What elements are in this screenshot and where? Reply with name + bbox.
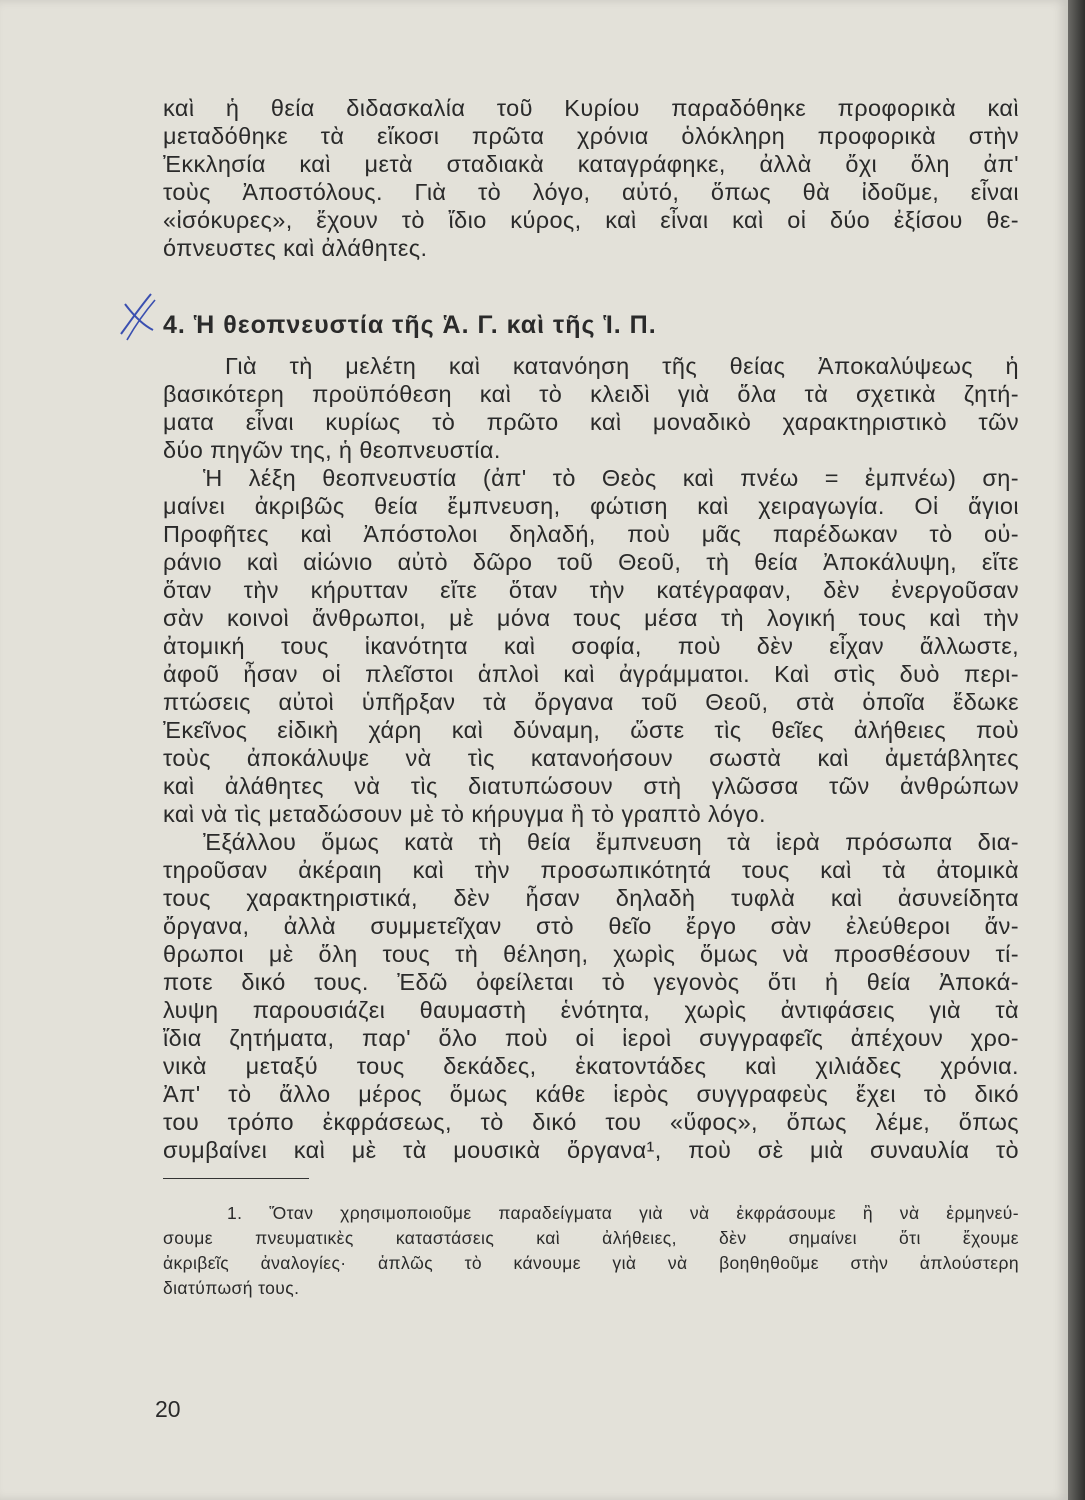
footnote-line: διατύπωσή τους.: [163, 1278, 300, 1298]
text-line: Ἀπ' τὸ ἄλλο μέρος ὅμως κάθε ἱερὸς συγγραφεὺς ἔχει τὸ δικό: [163, 1081, 1019, 1107]
text-line: τους χαρακτηριστικά, δὲν ἦσαν δηλαδὴ τυφλὰ καὶ ἀσυνείδητα: [163, 885, 1019, 911]
footnote-divider: [163, 1178, 309, 1179]
footnote-line: 1. Ὅταν χρησιμοποιοῦμε παραδείγματα γιὰ νὰ ἐκφράσουμε ἢ νὰ ἑρμηνεύ-: [227, 1203, 1019, 1223]
text-line: όπνευστες καὶ ἀλάθητες.: [163, 235, 428, 261]
text-line: ἀτομική τους ἱκανότητα καὶ σοφία, ποὺ δὲν εἶχαν ἄλλωστε,: [163, 633, 1019, 659]
text-line: ἀφοῦ ἦσαν οἱ πλεῖστοι ἁπλοὶ καὶ ἀγράμματοι. Καὶ στὶς δυὸ περι-: [163, 661, 1019, 687]
text-line: μεταδόθηκε τὰ εἴκοσι πρῶτα χρόνια ὁλόκληρη προφορικὰ στὴν: [163, 123, 1019, 149]
text-line: ὄργανα, ἀλλὰ συμμετεῖχαν στὸ θεῖο ἔργο σὰν ἐλεύθεροι ἄν-: [163, 913, 1019, 939]
text-line: δύο πηγῶν της, ἡ θεοπνευστία.: [163, 437, 501, 463]
text-line: «ἰσόκυρες», ἔχουν τὸ ἴδιο κύρος, καὶ εἶναι καὶ οἱ δύο ἐξίσου θε-: [163, 207, 1019, 233]
text-line: του τρόπο ἐκφράσεως, τὸ δικό του «ὕφος», ὅπως λέμε, ὅπως: [163, 1109, 1019, 1135]
text-line: Ἐκεῖνος εἰδικὴ χάρη καὶ δύναμη, ὥστε τὶς θεῖες ἀλήθειες ποὺ: [163, 717, 1019, 743]
text-line: Ἡ λέξη θεοπνευστία (ἀπ' τὸ Θεὸς καὶ πνέω = ἐμπνέω) ση-: [203, 465, 1019, 491]
section-heading: [163, 302, 1019, 348]
text-line: τοὺς ἀποκάλυψε νὰ τὶς κατανοήσουν σωστὰ καὶ ἀμετάβλητες: [163, 745, 1019, 771]
text-line: ράνιο καὶ αἰώνιο αὐτὸ δῶρο τοῦ Θεοῦ, τὴ θεία Ἀποκάλυψη, εἴτε: [163, 549, 1019, 575]
text-line: ποτε δικό τους. Ἐδῶ ὀφείλεται τὸ γεγονὸς ὅτι ἡ θεία Ἀποκά-: [163, 969, 1019, 995]
text-line: Γιὰ τὴ μελέτη καὶ κατανόηση τῆς θείας Ἀποκαλύψεως ἡ: [225, 353, 1019, 379]
page-body: [163, 94, 1019, 1301]
text-line: ματα εἶναι κυρίως τὸ πρῶτο καὶ μοναδικὸ χαρακτηριστικὸ τῶν: [163, 409, 1019, 435]
page-edge: [1068, 0, 1085, 1500]
footnote-line: σουμε πνευματικὲς καταστάσεις καὶ ἀλήθειες, δὲν σημαίνει ὅτι ἔχουμε: [163, 1228, 1019, 1248]
text-line: ἴδια ζητήματα, παρ' ὅλο ποὺ οἱ ἱεροὶ συγγραφεῖς ἀπέχουν χρο-: [163, 1025, 1019, 1051]
text-line: Προφῆτες καὶ Ἀπόστολοι δηλαδή, ποὺ μᾶς παρέδωκαν τὸ οὐ-: [163, 521, 1019, 547]
text-line: πτώσεις αὐτοὶ ὑπῆρξαν τὰ ὄργανα τοῦ Θεοῦ, στὰ ὁποῖα ἔδωκε: [163, 689, 1019, 715]
text-line: καὶ ἀλάθητες νὰ τὶς διατυπώσουν στὴ γλῶσσα τῶν ἀνθρώπων: [163, 773, 1019, 799]
text-line: Ἐξάλλου ὅμως κατὰ τὴ θεία ἔμπνευση τὰ ἱερὰ πρόσωπα δια-: [203, 829, 1019, 855]
page-number: 20: [155, 1396, 181, 1422]
text-line: συμβαίνει καὶ μὲ τὰ μουσικὰ ὄργανα¹, ποὺ σὲ μιὰ συναυλία τὸ: [163, 1137, 1019, 1163]
text-line: μαίνει ἀκριβῶς θεία ἔμπνευση, φώτιση καὶ χειραγωγία. Οἱ ἅγιοι: [163, 493, 1019, 519]
footnote-line: ἀκριβεῖς ἀναλογίες· ἁπλῶς τὸ κάνουμε γιὰ νὰ βοηθηθοῦμε στὴν ἁπλούστερη: [163, 1253, 1019, 1273]
section-heading-text: 4. Ἡ θεοπνευστία τῆς Ἁ. Γ. καὶ τῆς Ἱ. Π.: [163, 311, 657, 339]
text-line: τοὺς Ἀποστόλους. Γιὰ τὸ λόγο, αὐτό, ὅπως θὰ ἰδοῦμε, εἶναι: [163, 179, 1019, 205]
handwritten-mark-icon: [111, 290, 161, 346]
text-line: βασικότερη προϋπόθεση καὶ τὸ κλειδὶ γιὰ ὅλα τὰ σχετικὰ ζητή-: [163, 381, 1019, 407]
text-line: σὰν κοινοὶ ἄνθρωποι, μὲ μόνα τους μέσα τὴ λογική τους καὶ τὴν: [163, 605, 1019, 631]
text-line: Ἐκκλησία καὶ μετὰ σταδιακὰ καταγράφηκε, ἀλλὰ ὄχι ὅλη ἀπ': [163, 151, 1019, 177]
text-line: τηροῦσαν ἀκέραιη καὶ τὴν προσωπικότητά τους καὶ τὰ ἀτομικὰ: [163, 857, 1019, 883]
footnote: [163, 1201, 1019, 1301]
text-line: ὅταν τὴν κήρυτταν εἴτε ὅταν τὴν κατέγραφαν, δὲν ἐνεργοῦσαν: [163, 577, 1019, 603]
text-line: καὶ νὰ τὶς μεταδώσουν μὲ τὸ κήρυγμα ἢ τὸ γραπτὸ λόγο.: [163, 801, 766, 827]
text-line: καὶ ἡ θεία διδασκαλία τοῦ Κυρίου παραδόθηκε προφορικὰ καὶ: [163, 95, 1019, 121]
text-line: λυψη παρουσιάζει θαυμαστὴ ἑνότητα, χωρὶς ἀντιφάσεις γιὰ τὰ: [163, 997, 1019, 1023]
text-line: νικὰ μεταξύ τους δεκάδες, ἑκατοντάδες καὶ χιλιάδες χρόνια.: [163, 1053, 1019, 1079]
text-line: θρωποι μὲ ὅλη τους τὴ θέληση, χωρὶς ὅμως νὰ προσθέσουν τί-: [163, 941, 1019, 967]
